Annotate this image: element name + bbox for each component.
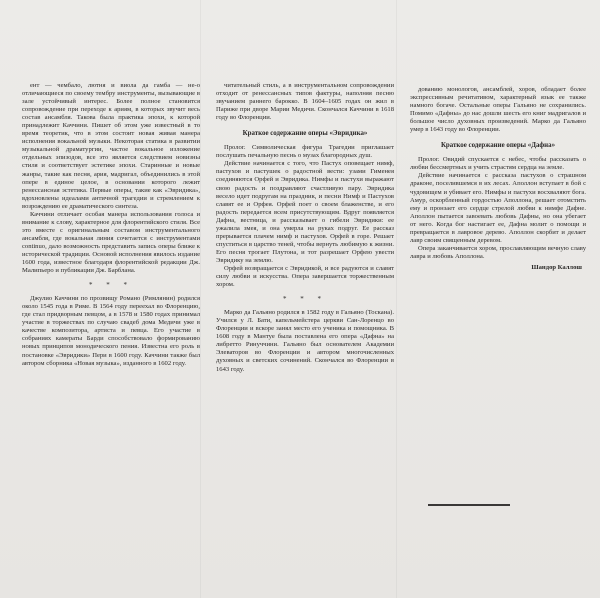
- section-divider: * * *: [283, 295, 327, 304]
- paragraph: Пролог. Символическая фигура Трагедии приглашает послушать печальную песнь о музах благородных душ.: [216, 144, 394, 160]
- column-gap: [200, 0, 201, 598]
- text-column-3: [410, 86, 586, 598]
- section-heading: Краткое содержание оперы «Эвридика»: [242, 130, 368, 138]
- paragraph: Джулио Каччини по прозвищу Романо (Римлянин) родился около 1545 года в Риме. В 1564 году переехал во Флоренцию, где стал придворным певцом, а в 1578 и 1580 годах принимал участие в торжествах по случаю свадеб дома Медичи уже в качестве композитора, артиста и певца. Его участие в собраниях камераты Барди способствовало формированию новых принципов монодического пения. Известна его роль в постановке «Эвридики» Пери в 1600 году. Каччини также был автором сборника «Новая музыка», изданного в 1602 году.: [22, 295, 200, 367]
- paragraph: читательный стиль, а в инструментальном сопровождении отходит от ренессансных типов фактуры, наполняя песню звучанием раннего барокко. В 1604–1605 годах он жил в Париже при дворе Марии Медичи. Скончался Каччини в 1618 году во Флоренции.: [216, 82, 394, 122]
- paragraph: Пролог. Овидий спускается с небес, чтобы рассказать о любви бессмертных и учить страстям сердца на земле.: [410, 156, 586, 172]
- column-gap: [396, 0, 397, 598]
- text-column-2: [216, 82, 394, 598]
- end-rule: [428, 504, 510, 506]
- paragraph: дованию монологов, ансамблей, хоров, обладает более экспрессивным речитативом, характерный язык ее также намного богаче. Остальные оперы Гальяно не сохранились. Помимо «Дафны» до нас дошли шесть его книг мадригалов и большое число духовных произведений. Марко да Гальяно умер в 1643 году во Флоренции.: [410, 86, 586, 134]
- paragraph: Марко да Гальяно родился в 1582 году в Гальяно (Тоскана). Учился у Л. Бати, капельмейстера церкви Сан-Лоренцо во Флоренции и вскоре занял место его ученика и помощника. В 1608 году в Мантуе была поставлена его опера «Дафна» на либретто Ринуччини. Гальяно был основателем Академии Элеваторов во Флоренции и автором многочисленных духовных и светских сочинений. Скончался во Флоренции в 1643 году.: [216, 309, 394, 373]
- section-heading: Краткое содержание оперы «Дафна»: [440, 142, 556, 150]
- paragraph: Действие начинается с того, что Пастух оповещает нимф, пастухов и пастушек о радостной вести: узами Гименея соединяются Орфей и Эвридика. Нимфы и пастухи выражают свою радость и поздравляют счастливую пару. Эвридика весело идет подругам на праздник, и песни Нимф и Пастухов славят ее и Орфея. Орфей поет о своем блаженстве, и его радость передается всем присутствующим. Вдруг появляется Дафна, вестница, и рассказывает о гибели Эвридики: ее ужалила змея, и она умерла на руках подруг. Ее рассказ прерывается плачем нимф и пастухов. Орфей в горе. Решает спуститься в царство теней, чтобы вернуть любимую к жизни. Его песня трогает Плутона, и тот разрешает Орфею увести Эвридику на землю.: [216, 160, 394, 264]
- paragraph: Действие начинается с рассказа пастухов о страшном драконе, поселившемся в их лесах. Аполлон вступает в бой с чудовищем и убивает его. Нимфы и пастухи восхваляют бога. Амур, оскорбленный гордостью Аполлона, решает отомстить ему и пронзает его сердце стрелой любви к нимфе Дафне. Аполлон пытается завоевать любовь Дафны, но она убегает от него. Когда бог настигает ее, Дафна молит о помощи и превращается в лавровое дерево. Аполлон скорбит и делает лавр своим священным деревом.: [410, 172, 586, 244]
- paragraph: ент — чембало, лютня и виола да гамба — не-о отличающиеся по своему тембру инструменты, вызывающие в зале устойчивый интерес. Более полное становится сопровождение при переходе к ариям, в которых звучит весь состав ансамбля. Такова была практика эпохи, к которой принадлежит Каччини. Пишет об этом уже известный в то время теоретик, что в этом состоит новая живая манера исполнения вокальной музыки. Некоторая статика в развитии музыкальной драматургии, частое вокальное изложение отдельных эпизодов, все это является следствием новизны стиля и соответствует эстетике эпохи. Старинные и новые жанры, такие как песня, ария, мадригал, объединились в этой опере в единое целое, в основании которого лежит ренессансная эстетика. Первые оперы, такие как «Эвридика», вдохновлены идеалами античной трагедии и стремлением к возрождению ее драматического синтеза.: [22, 82, 200, 210]
- author-signature: Шандор Каллош: [531, 263, 582, 271]
- paragraph: Опера заканчивается хором, прославляющим вечную славу лавра и любовь Аполлона.: [410, 244, 586, 260]
- section-divider: * * *: [89, 281, 133, 290]
- paragraph: Каччини отличает особая манера использования голоса и внимание к слову, характерное для флорентийского стиля. Все это вместе с оригинальным составом инструментального ансамбля, где вокальная линия сочетается с инструментами continuo, дало возможность представить запись оперы ближе к исторической традиции. Основой исполнения явилось издание 1600 года, известное благодаря флорентийской редакции Дж. Малипьеро и публикации Дж. Барблана.: [22, 210, 200, 275]
- paragraph: Орфей возвращается с Эвридикой, и все радуются и славят силу любви и искусства. Опера завершается торжественным хором.: [216, 264, 394, 289]
- text-column-1: [22, 82, 200, 598]
